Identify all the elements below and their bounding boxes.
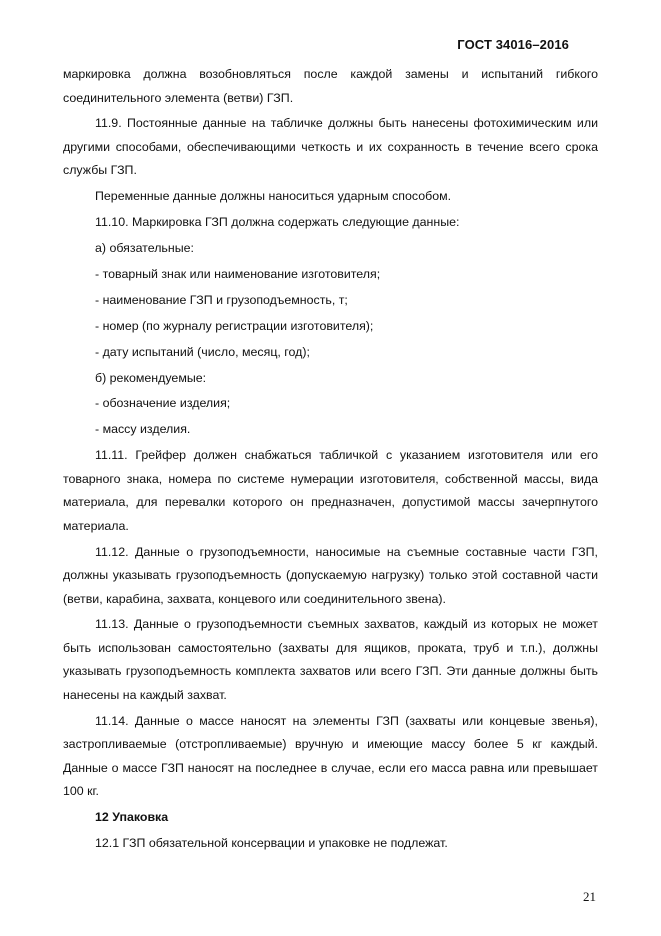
list-item: - товарный знак или наименование изготовителя; bbox=[95, 266, 381, 281]
paragraph-11-12: 11.12. Данные о грузоподъемности, наносимые на съемные составные части ГЗП, должны указывать грузоподъемность (допускаемую нагрузку) только этой составной части (ветви, карабина, захвата, концевого или соединительного звена). bbox=[63, 544, 598, 606]
list-item: - дату испытаний (число, месяц, год); bbox=[95, 344, 310, 359]
paragraph-11-10: 11.10. Маркировка ГЗП должна содержать следующие данные: bbox=[95, 215, 460, 230]
section-heading: 12 Упаковка bbox=[95, 810, 169, 825]
paragraph-11-11: 11.11. Грейфер должен снабжаться табличкой с указанием изготовителя или его товарного знака, номера по системе нумерации изготовителя, собственной массы, вида материала, для перевалки которого он предназначен, допустимой массы зачерпнутого материала. bbox=[63, 448, 598, 533]
paragraph-11-9: 11.9. Постоянные данные на табличке должны быть нанесены фотохимическим или другими способами, обеспечивающими четкость и их сохранность в течение всего срока службы ГЗП. bbox=[63, 116, 598, 178]
list-item: - массу изделия. bbox=[95, 422, 191, 437]
document-header: ГОСТ 34016–2016 bbox=[457, 37, 569, 52]
paragraph-continuation: маркировка должна возобновляться после каждой замены и испытаний гибкого соединительного элемента (ветви) ГЗП. bbox=[63, 67, 598, 105]
page-body bbox=[63, 63, 598, 858]
list-item: - обозначение изделия; bbox=[95, 396, 231, 411]
list-item: - номер (по журналу регистрации изготовителя); bbox=[95, 318, 374, 333]
page-number: 21 bbox=[583, 889, 596, 904]
list-item: - наименование ГЗП и грузоподъемность, т; bbox=[95, 292, 348, 307]
paragraph-12-1: 12.1 ГЗП обязательной консервации и упаковке не подлежат. bbox=[95, 836, 448, 851]
paragraph-11-13: 11.13. Данные о грузоподъемности съемных захватов, каждый из которых не может быть использован самостоятельно (захваты для ящиков, проката, труб и т.п.), должны указывать грузоподъемность комплекта захватов или всего ГЗП. Эти данные должны быть нанесены на каждый захват. bbox=[63, 617, 598, 702]
list-item: а) обязательные: bbox=[95, 241, 194, 256]
paragraph-11-14: 11.14. Данные о массе наносят на элементы ГЗП (захваты или концевые звенья), застропливаемые (отстропливаемые) вручную и имеющие массу более 5 кг каждый. Данные о массе ГЗП наносят на последнее в случае, если его масса равна или превышает 100 кг. bbox=[63, 713, 598, 799]
list-item: б) рекомендуемые: bbox=[95, 370, 207, 385]
paragraph-variable-data: Переменные данные должны наноситься ударным способом. bbox=[95, 189, 452, 204]
